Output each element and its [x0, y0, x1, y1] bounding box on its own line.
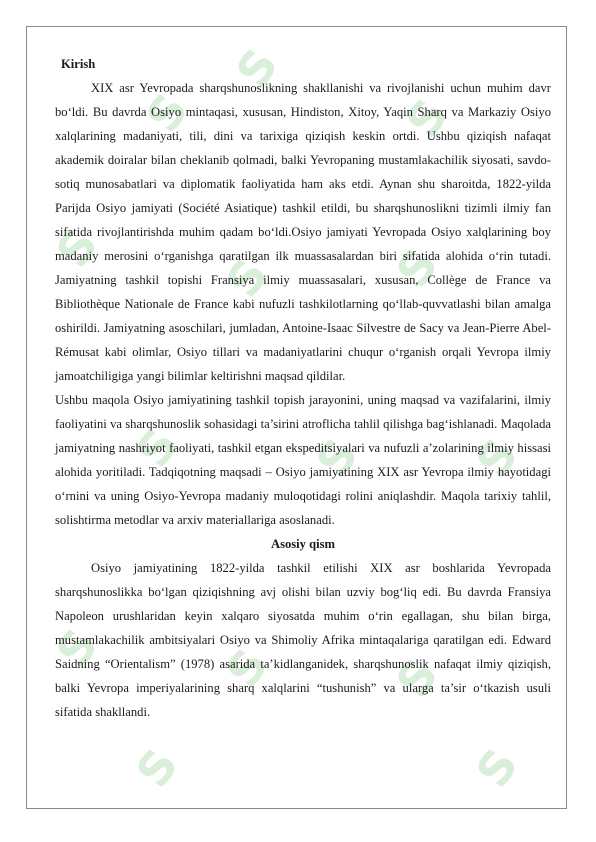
watermark-glyph: S	[135, 82, 200, 142]
main-paragraph-1: Osiyo jamiyatining 1822-yilda tashkil etilishi XIX asr boshlarida Yevropada sharqshunoslikka bo‘lgan qiziqishning avj olishi bilan uzviy bog‘liq edi. Bu davrda Fransiya Napoleon urushlaridan keyin xalqaro siyosatda muhim o‘rin egallagan, shu bilan birga, mustamlakachilik ambitsiyalari Osiyo va Shimoliy Afrika mintaqalariga qaratilgan edi. Edward Saidning “Orientalism” (1978) asarida ta’kidlanganidek, sharqshunoslik nafaqat ilmiy qiziqish, balki Yevropa imperiyalarining sharq xalqlarini “tushunish” va ularga ta’sir o‘tkazish usuli sifatida shakllandi.	[55, 561, 551, 719]
watermark-glyph: S	[465, 427, 530, 487]
watermark-glyph: S	[465, 737, 530, 797]
watermark-glyph: S	[385, 237, 450, 297]
watermark-glyph: S	[125, 737, 190, 797]
watermark-glyph: S	[385, 647, 450, 707]
intro-paragraph-1: XIX asr Yevropada sharqshunoslikning shakllanishi va rivojlanishi uchun muhim davr bo‘ldi. Bu davrda Osiyo mintaqasi, xususan, Hindiston, Xitoy, Yaqin Sharq va Markaziy Osiyo xalqlarining madaniyati, tili, dini va tarixiga qiziqish keskin ortdi. Ushbu qiziqish nafaqat akademik doiralar bilan cheklanib qolmadi, balki Yevropaning mustamlakachilik siyosati, savdo-sotiq munosabatlari va diplomatik faoliyatida ham aks etdi. Aynan shu sharoitda, 1822-yilda Parijda Osiyo jamiyati (Société Asiatique) tashkil etildi, bu sharqshunoslikni tizimli ilmiy fan sifatida rivojlantirishda muhim qadam bo‘ldi.Osiyo jamiyati Yevropada Osiyo xalqlarining boy madaniy merosini o‘rganishga qaratilgan ilk muassasalardan biri sifatida alohida o‘rin tutadi. Jamiyatning tashkil topishi Fransiya ilmiy muassasalari, xususan, Collège de France va Bibliothèque Nationale de France kabi nufuzli tashkilotlarning qo‘llab-quvvatlashi bilan amalga oshirildi. Jamiyatning asoschilari, jumladan, Antoine-Isaac Silvestre de Sacy va Jean-Pierre Abel-Rémusat kabi olimlar, Osiyo tillari va madaniyatlarini chuqur o‘rganish orqali Yevropa ilmiy jamoatchiligiga yangi bilimlar keltirishni maqsad qildilar.	[55, 81, 551, 383]
watermark-glyph: S	[45, 217, 110, 277]
intro-heading: Kirish	[61, 57, 96, 71]
watermark-glyph: S	[395, 87, 460, 147]
watermark-glyph: S	[215, 637, 280, 697]
watermark-glyph: S	[45, 617, 110, 677]
main-heading: Asosiy qism	[270, 537, 336, 551]
intro-paragraph-2: Ushbu maqola Osiyo jamiyatining tashkil topish jarayonini, uning maqsad va vazifalarini, ilmiy faoliyatini va sharqshunoslik sohasidagi ta’sirini atroflicha tahlil qilishga bag‘ishlanadi. Maqolada jamiyatning nashriyot faoliyati, tashkil etgan ekspeditsiyalari va nufuzli a’zolarining ilmiy hissasi alohida yoritiladi. Tadqiqotning maqsadi – Osiyo jamiyatining XIX asr Yevropa ilmiy hayotidagi o‘rnini va uning Osiyo-Yevropa madaniy muloqotidagi rolini aniqlashdir. Maqola tarixiy tahlil, solishtirma metodlar va arxiv materiallariga asoslanadi.	[55, 393, 551, 527]
watermark-glyph: S	[125, 417, 190, 477]
watermark-glyph: S	[225, 37, 290, 97]
watermark-glyph: S	[215, 247, 280, 307]
watermark-glyph: S	[305, 427, 370, 487]
document-body	[55, 52, 551, 724]
